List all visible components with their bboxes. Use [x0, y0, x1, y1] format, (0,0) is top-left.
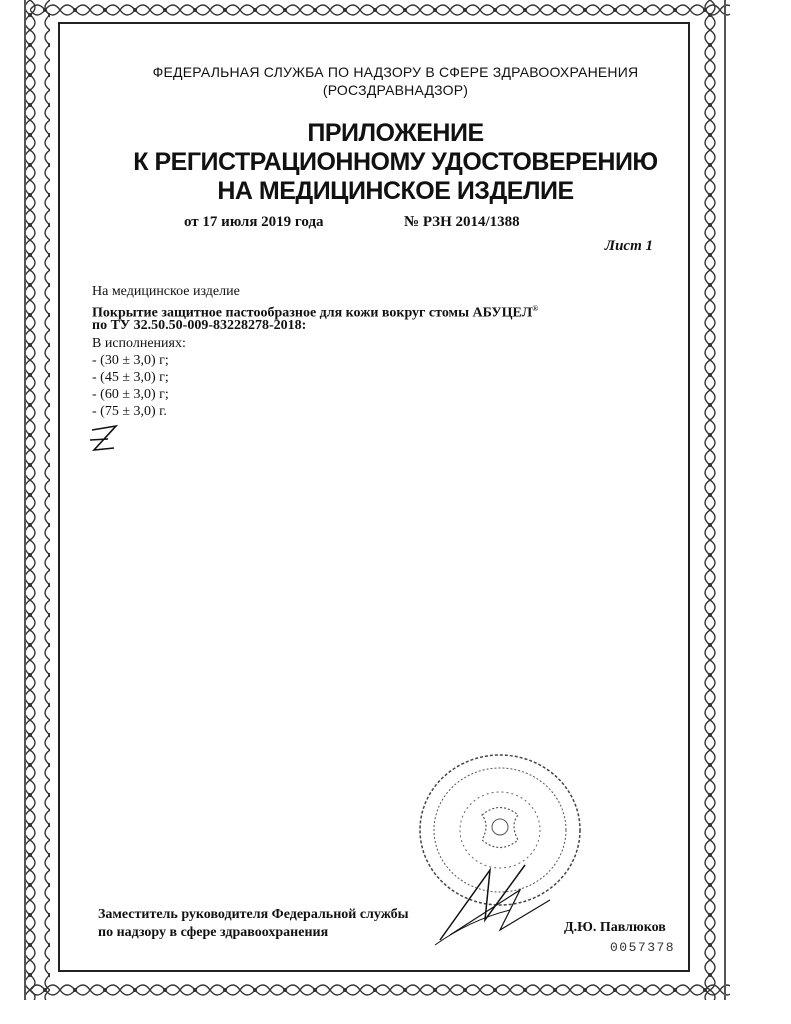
- agency-short-name: (РОСЗДРАВНАДЗОР): [322, 82, 469, 98]
- signer-position-line2: по надзору в сфере здравоохранения: [98, 925, 329, 940]
- z-strike-mark: [86, 420, 122, 460]
- document-title-line3: НА МЕДИЦИНСКОЕ ИЗДЕЛИЕ: [217, 177, 574, 205]
- signer-name: Д.Ю. Павлюков: [564, 920, 666, 935]
- document-title-line1: ПРИЛОЖЕНИЕ: [307, 119, 484, 147]
- variant-item: - (60 ± 3,0) г;: [92, 387, 169, 402]
- variant-item: - (45 ± 3,0) г;: [92, 370, 169, 385]
- issue-date: от 17 июля 2019 года: [184, 214, 324, 230]
- product-name-text: Покрытие защитное пастообразное для кожи вокруг стомы АБУЦЕЛ: [92, 305, 533, 321]
- signature: [430, 860, 570, 950]
- variants-label: В исполнениях:: [92, 336, 186, 351]
- variant-item: - (30 ± 3,0) г;: [92, 353, 169, 368]
- signer-position-line1: Заместитель руководителя Федеральной службы: [98, 907, 409, 922]
- product-spec: по ТУ 32.50.50-009-83228278-2018:: [92, 318, 307, 333]
- document-title-line2: К РЕГИСТРАЦИОННОМУ УДОСТОВЕРЕНИЮ: [133, 148, 658, 176]
- variant-item: - (75 ± 3,0) г.: [92, 404, 167, 419]
- intro-text: На медицинское изделие: [92, 284, 240, 299]
- registered-mark: ®: [532, 304, 539, 313]
- agency-name: ФЕДЕРАЛЬНАЯ СЛУЖБА ПО НАДЗОРУ В СФЕРЕ ЗДРАВООХРАНЕНИЯ: [152, 64, 639, 80]
- sheet-number: Лист 1: [604, 238, 653, 254]
- registration-number: № РЗН 2014/1388: [404, 214, 520, 230]
- serial-number: 0057378: [610, 940, 676, 955]
